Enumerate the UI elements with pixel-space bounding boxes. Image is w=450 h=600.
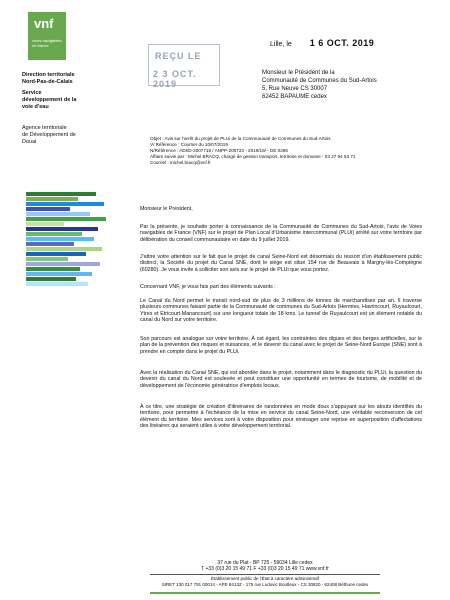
logo-tagline: voies navigables de france <box>32 38 62 48</box>
ref-email: Courriel : michel.bracq@vnf.fr <box>150 160 211 165</box>
footer-divider <box>150 574 380 575</box>
sender-service-line: développement de la voie d'eau <box>22 97 77 110</box>
ref-contact: Affaire suivie par : Michel BRACQ, chargé de gestion transport, territoire et domaine - 03 27 94 53 71 <box>150 154 356 159</box>
vnf-logo <box>28 12 66 60</box>
stamp-label: REÇU LE <box>155 51 202 61</box>
paragraph: À ce titre, une stratégie de création d'itinéraires de randonnées en mode doux s'appuyant sur les atouts identifiés du territoire, pour permettre à l'échéance de la mise en service du canal Seine-Nord, une véritable reconversion de cet élément du territoire. Mes services sont à votre disposition pour envisager une reprise en superposition d'affectations des linéaires qui seraient utiles à votre développement territorial. <box>140 404 422 429</box>
letter-references <box>150 136 440 166</box>
sender-agency-line: Agence territoriale <box>22 125 67 131</box>
footer-phone: T +33 (0)3 20 15 49 71 F +33 (0)3 20 15 49 71 www.vnf.fr <box>201 566 329 572</box>
stripe <box>26 232 82 236</box>
footer-contact <box>165 560 365 572</box>
sender-agency-line: de Développement de Douai <box>22 132 76 145</box>
stripe <box>26 282 88 286</box>
recipient-line: Communauté de Communes du Sud-Artois <box>262 78 377 84</box>
ref-our-reference: N/Référence : ADI/D-2007718 / ANPP-200723 - 2019/19/ - DE 0286 <box>150 148 288 153</box>
stripe <box>26 267 80 271</box>
footer-legal-line: SIRET 130 017 791 00014 - APE 8413Z - 175 rue Ludovic Boutleux - CS 30820 - 62408 Béthune cedex <box>161 581 369 587</box>
stripe <box>26 227 98 231</box>
sender-service-line: Service <box>22 90 42 96</box>
stripe <box>26 217 106 221</box>
date-value: 1 6 OCT. 2019 <box>309 38 375 48</box>
sender-direction <box>22 72 75 86</box>
stripe <box>26 237 94 241</box>
stripe <box>26 222 64 226</box>
salutation: Monsieur le Président, <box>140 206 193 212</box>
footer-color-bar <box>150 592 380 594</box>
ref-your-reference: V/ Référence : Courrier du 10/07/2019 <box>150 142 228 147</box>
recipient-line: Monsieur le Président de la <box>262 70 335 76</box>
letter-date <box>270 38 374 48</box>
stripe <box>26 207 70 211</box>
stripe <box>26 277 76 281</box>
paragraph: Concernant VNF, je vous fais part des éléments suivants : <box>140 284 276 290</box>
footer-legal-line: Établissement public de l'État à caractère administratif <box>211 576 319 581</box>
stripe <box>26 197 78 201</box>
sender-agency <box>22 125 82 146</box>
stripe <box>26 257 68 261</box>
decorative-stripes <box>26 192 106 287</box>
paragraph: Son parcours est analogue sur votre territoire. À cet égard, les contraintes des digues et des berges artificielles, sur le plan de la prévention des risques et nuisances, et le devenir du canal avec le projet de Seine-Nord Europe (SNE) sont à prendre en compte dans le projet du PLUi. <box>140 336 422 355</box>
stripe <box>26 247 102 251</box>
paragraph: Avec la réalisation du Canal SNE, qui est abordée dans le projet, notamment dans le diagnostic du PLUi, la question du devenir du canal du Nord est soulevée et peut constituer une opportunité en termes de tourisme, de mobilité et de développement de l'économie génératrice d'emplois locaux. <box>140 370 422 389</box>
stripe <box>26 192 96 196</box>
recipient-line: 5, Rue Neuve CS 30007 <box>262 86 328 92</box>
paragraph: Par la présente, je souhaite porter à connaissance de la Communauté de Communes du Sud-Artois, l'avis de Voies navigables de France (VNF) sur le projet de Plan Local d'Urbanisme intercommunal (PLUi) arrêté sur votre territoire par délibération du conseil communautaire en date du 9 juillet 2019. <box>140 224 422 243</box>
recipient-line: 62452 BAPAUME cedex <box>262 94 327 100</box>
received-stamp <box>148 44 220 89</box>
logo-name: vnf <box>34 16 54 31</box>
recipient-address <box>262 69 377 101</box>
stripe <box>26 252 86 256</box>
stripe <box>26 212 90 216</box>
sender-service <box>22 90 82 111</box>
stamp-date: 2 3 OCT. 2019 <box>153 69 197 89</box>
sender-direction-line: Nord-Pas-de-Calais <box>22 79 73 85</box>
stripe <box>26 242 74 246</box>
ref-subject: Objet : Avis sur l'arrêt du projet de PLUi de la Communauté de Communes du Sud-Artois <box>150 136 331 141</box>
sender-direction-line: Direction territoriale <box>22 72 75 78</box>
stripe <box>26 272 92 276</box>
footer-address: 37 rue du Plat - BP 725 - 59034 Lille cedex <box>217 560 313 566</box>
date-prefix: Lille, le <box>270 41 292 48</box>
footer-legal <box>150 576 380 587</box>
stripe <box>26 202 104 206</box>
stripe <box>26 262 100 266</box>
paragraph: J'attire votre attention sur le fait que le projet de canal Seine-Nord est désormais du ressort d'un établissement public distinct, la Société du projet du Canal SNE, dont le siège est situé 154 rue de Beauvais à Margny-lès-Compiègne (60280). Je vous invite à solliciter son avis sur le projet de PLUi que vous portez. <box>140 254 422 273</box>
paragraph: Le Canal du Nord permet le transit nord-sud de plus de 3 millions de tonnes de marchandises par an. Il traverse plusieurs communes faisant partie de la Communauté de communes du Sud-Artois (Hermies, Havrincourt, Ruyaulcourt, Ytres et Etricourt-Manancourt) sur une longueur totale de 18 kms. Le tunnel de Ruyaulcourt est un élément notable du canal du Nord sur votre territoire. <box>140 298 422 323</box>
